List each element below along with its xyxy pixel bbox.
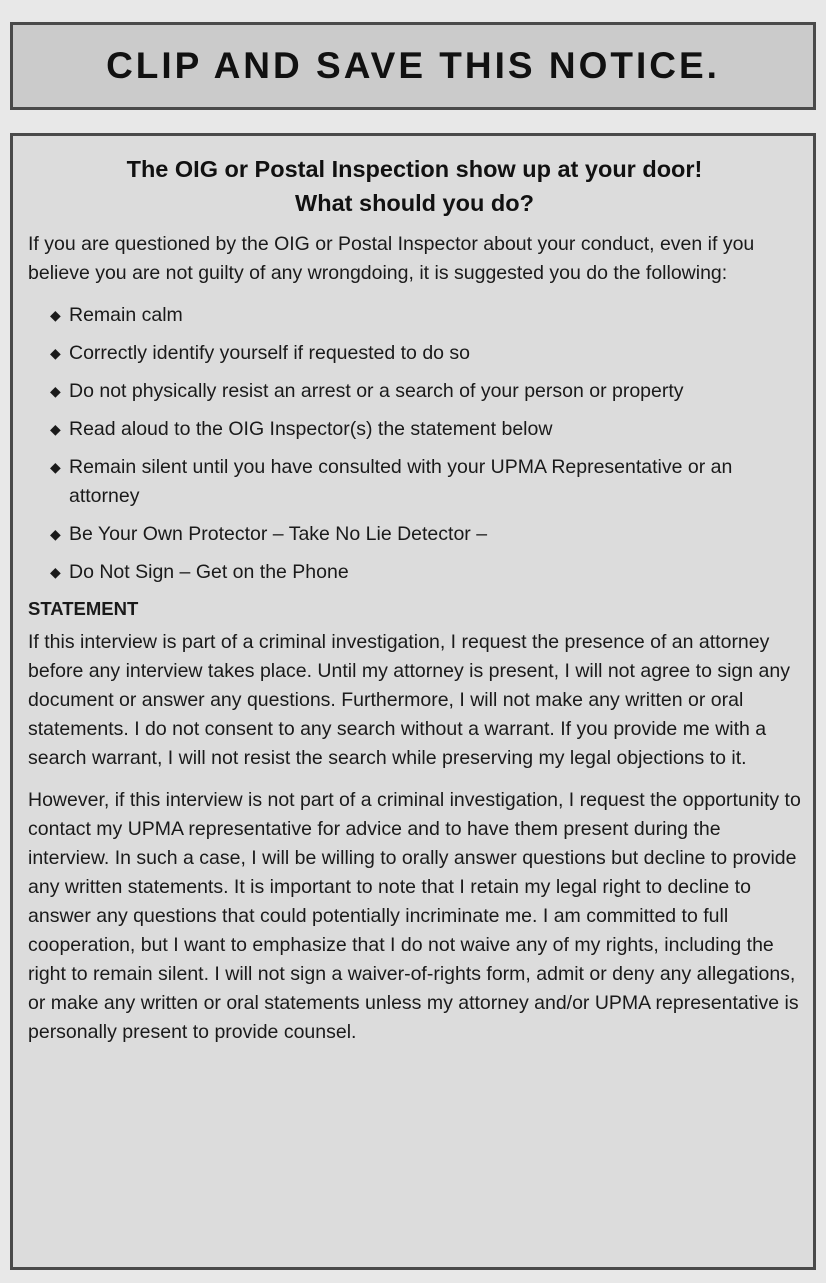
headline-line-2: What should you do? bbox=[295, 190, 534, 216]
banner-title: CLIP AND SAVE THIS NOTICE. bbox=[106, 45, 720, 86]
statement-paragraph-non-criminal: However, if this interview is not part of a criminal investigation, I request the opportunity to contact my UPMA representative for advice and to have them present during the interview. In such a case, I will be willing to orally answer questions but decline to provide any written statements. It is important to note that I retain my legal right to decline to answer any questions that could potentially incriminate me. I am committed to full cooperation, but I want to emphasize that I do not waive any of my rights, including the right to remain silent. I will not sign a waiver-of-rights form, admit or deny any allegations, or make any written or oral statements unless my attorney and/or UPMA representative is personally present to provide counsel. bbox=[28, 789, 801, 1043]
statement-paragraph-criminal: If this interview is part of a criminal investigation, I request the presence of an attorney before any interview takes place. Until my attorney is present, I will not agree to sign any document or answer any questions. Furthermore, I will not make any written or oral statements. I do not consent to any search without a warrant. If you provide me with a search warrant, I will not resist the search while preserving my legal objections to it. bbox=[28, 631, 790, 769]
diamond-bullet-icon: ◆ bbox=[50, 383, 61, 399]
intro-paragraph: If you are questioned by the OIG or Postal Inspector about your conduct, even if you believe you are not guilty of any wrongdoing, it is suggested you do the following: bbox=[28, 233, 755, 284]
notice-headline bbox=[28, 152, 801, 220]
list-item bbox=[50, 377, 801, 406]
list-item bbox=[50, 520, 801, 549]
diamond-bullet-icon: ◆ bbox=[50, 459, 61, 475]
step-text: Do not physically resist an arrest or a search of your person or property bbox=[69, 380, 684, 402]
list-item bbox=[50, 339, 801, 368]
list-item bbox=[50, 558, 801, 587]
list-item bbox=[50, 415, 801, 444]
statement-heading: STATEMENT bbox=[28, 598, 139, 619]
list-item bbox=[50, 301, 801, 330]
step-text: Be Your Own Protector – Take No Lie Detector – bbox=[69, 523, 488, 545]
diamond-bullet-icon: ◆ bbox=[50, 307, 61, 323]
step-text: Read aloud to the OIG Inspector(s) the statement below bbox=[69, 418, 553, 440]
diamond-bullet-icon: ◆ bbox=[50, 345, 61, 361]
step-text: Remain calm bbox=[69, 304, 183, 326]
step-text: Remain silent until you have consulted with your UPMA Representative or an attorney bbox=[69, 456, 733, 507]
diamond-bullet-icon: ◆ bbox=[50, 526, 61, 542]
clip-notice-banner bbox=[10, 22, 816, 110]
step-text: Correctly identify yourself if requested to do so bbox=[69, 342, 471, 364]
steps-list bbox=[28, 301, 801, 587]
step-text: Do Not Sign – Get on the Phone bbox=[69, 561, 349, 583]
notice-box bbox=[10, 133, 816, 1270]
list-item bbox=[50, 453, 801, 511]
diamond-bullet-icon: ◆ bbox=[50, 421, 61, 437]
headline-line-1: The OIG or Postal Inspection show up at your door! bbox=[126, 156, 703, 182]
diamond-bullet-icon: ◆ bbox=[50, 564, 61, 580]
